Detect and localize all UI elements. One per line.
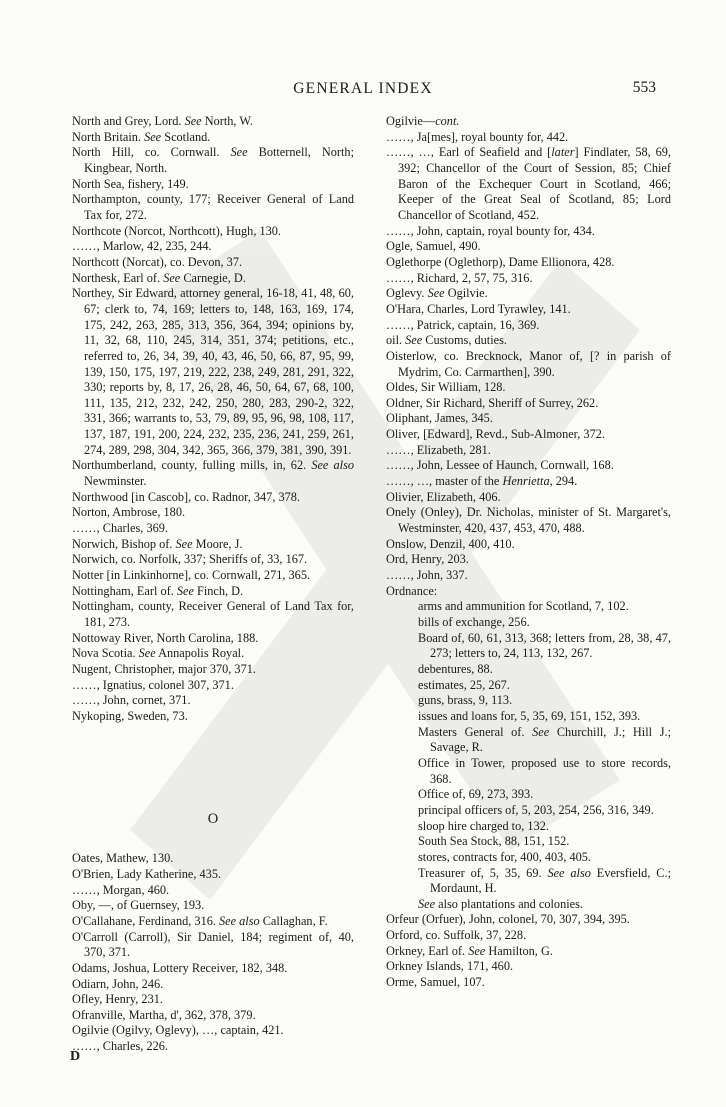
- index-entry: ……, Charles, 369.: [72, 521, 168, 536]
- index-entry: O'Carroll (Carroll), Sir Daniel, 184; regiment of, 40, 370, 371.: [72, 929, 354, 960]
- index-entry: Northumberland, county, fulling mills, in, 62. See also Newminster.: [72, 458, 354, 489]
- index-entry: sloop hire charged to, 132.: [418, 818, 549, 833]
- index-entry: Ofley, Henry, 231.: [72, 992, 163, 1007]
- index-entry: Orme, Samuel, 107.: [386, 975, 485, 990]
- index-entry: Northcote (Norcot, Northcott), Hugh, 130.: [72, 223, 281, 238]
- index-entry: Olivier, Elizabeth, 406.: [386, 489, 501, 504]
- index-entry: Odiarn, John, 246.: [72, 976, 164, 991]
- index-entry: North Britain. See Scotland.: [72, 129, 211, 144]
- index-entry: Ofranville, Martha, d', 362, 378, 379.: [72, 1007, 256, 1022]
- index-entry: Treasurer of, 5, 35, 69. See also Eversfield, C.; Mordaunt, H.: [418, 865, 671, 896]
- index-entry: Norwich, Bishop of. See Moore, J.: [72, 536, 243, 551]
- index-entry: Ordnance:: [386, 583, 438, 598]
- index-entry: ……, John, Lessee of Haunch, Cornwall, 168.: [386, 458, 614, 473]
- index-entry: ……, Ignatius, colonel 307, 371.: [72, 677, 234, 692]
- index-entry: Orkney, Earl of. See Hamilton, G.: [386, 943, 553, 958]
- index-entry: arms and ammunition for Scotland, 7, 102.: [418, 599, 629, 614]
- index-entry: Oglevy. See Ogilvie.: [386, 286, 488, 301]
- index-entry: bills of exchange, 256.: [418, 615, 530, 629]
- index-entry: Orford, co. Suffolk, 37, 228.: [386, 928, 527, 943]
- index-entry: Ogle, Samuel, 490.: [386, 239, 481, 254]
- index-entry: Oldes, Sir William, 128.: [386, 380, 506, 395]
- index-entry: ……, Richard, 2, 57, 75, 316.: [386, 270, 533, 285]
- index-entry: Norton, Ambrose, 180.: [72, 505, 186, 520]
- index-entry: Ogilvie—cont.: [386, 114, 460, 128]
- left-column: [72, 114, 354, 1055]
- index-entry: Ogilvie (Ogilvy, Oglevy), …, captain, 421.: [72, 1023, 284, 1038]
- index-entry: oil. See Customs, duties.: [386, 333, 507, 348]
- index-entry: O'Brien, Lady Katherine, 435.: [72, 866, 222, 881]
- page-number: 553: [632, 79, 656, 96]
- index-entry: Northey, Sir Edward, attorney general, 16-18, 41, 48, 60, 67; clerk to, 74, 169; letters to, 148, 163, 169, 174, 175, 242, 263, 285, 313, 356, 364, 394; opinions by, 11, 32, 68, 110, 245, 314, 351, 374; petitions, etc., referred to, 26, 34, 39, 40, 43, 46, 50, 66, 87, 95, 99, 139, 150, 175, 197, 219, 222, 238, 249, 281, 291, 322, 330; reports by, 8, 17, 26, 28, 46, 50, 64, 67, 68, 100, 111, 135, 212, 232, 242, 250, 280, 283, 290-2, 322, 331, 366; warrants to, 53, 79, 89, 95, 96, 98, 108, 117, 137, 187, 191, 200, 224, 232, 235, 236, 241, 259, 261, 274, 289, 298, 304, 342, 365, 366, 379, 381, 390, 391.: [72, 286, 354, 457]
- index-entry: Nottingham, Earl of. See Finch, D.: [72, 583, 244, 598]
- index-entry: ……, Ja[mes], royal bounty for, 442.: [386, 129, 569, 144]
- index-entry: Onely (Onley), Dr. Nicholas, minister of St. Margaret's, Westminster, 420, 437, 453, 470, 488.: [386, 505, 671, 536]
- index-entry: North Sea, fishery, 149.: [72, 176, 189, 191]
- index-entry: estimates, 25, 267.: [418, 677, 510, 692]
- right-column: [386, 114, 671, 991]
- index-entry: debentures, 88.: [418, 661, 493, 676]
- signature-mark: D: [70, 1049, 81, 1064]
- index-entry: ……, John, captain, royal bounty for, 434.: [386, 223, 595, 238]
- index-entry: Oliphant, James, 345.: [386, 411, 493, 426]
- index-entry: ……, …, Earl of Seafield and [later] Findlater, 58, 69, 392; Chancellor of the Court of Session, 85; Chief Baron of the Exchequer Court in Scotland, 466; Keeper of the Great Seal of Scotland, 85; Lord Chancellor of Scotland, 452.: [386, 145, 671, 222]
- index-entry: Northcott (Norcat), co. Devon, 37.: [72, 254, 243, 269]
- index-entry: Nottoway River, North Carolina, 188.: [72, 630, 259, 645]
- ordnance-subentries: [386, 599, 671, 912]
- index-entries-n: [72, 114, 354, 725]
- index-entry: Oisterlow, co. Brecknock, Manor of, [? in parish of Mydrim, Co. Carmarthen], 390.: [386, 348, 671, 379]
- index-entry: North and Grey, Lord. See North, W.: [72, 114, 253, 128]
- index-entry: Nykoping, Sweden, 73.: [72, 708, 188, 723]
- index-entry: South Sea Stock, 88, 151, 152.: [418, 834, 570, 849]
- section-gap: [72, 725, 354, 808]
- index-entry: Nugent, Christopher, major 370, 371.: [72, 661, 256, 676]
- index-entry: Ord, Henry, 203.: [386, 552, 469, 567]
- index-entries-ogilvie-ordnance: [386, 114, 671, 599]
- index-entry: Office of, 69, 273, 393.: [418, 787, 534, 802]
- index-entry: ……, John, cornet, 371.: [72, 693, 191, 708]
- index-entry: Masters General of. See Churchill, J.; Hill J.; Savage, R.: [418, 724, 671, 755]
- index-entry: Oglethorpe (Oglethorp), Dame Ellionora, 428.: [386, 254, 615, 269]
- running-header-title: GENERAL INDEX: [293, 80, 433, 97]
- index-entry: See also plantations and colonies.: [418, 896, 583, 911]
- index-entry: Norwich, co. Norfolk, 337; Sheriffs of, 33, 167.: [72, 552, 308, 567]
- index-entries-orfeur-orme: [386, 912, 671, 990]
- index-entry: Nottingham, county, Receiver General of Land Tax for, 181, 273.: [72, 599, 354, 629]
- index-entry: ……, John, 337.: [386, 568, 468, 583]
- index-entry: ……, …, master of the Henrietta, 294.: [386, 474, 578, 489]
- index-entry: ……, Patrick, captain, 16, 369.: [386, 317, 540, 332]
- index-entry: ……, Elizabeth, 281.: [386, 442, 491, 457]
- index-entry: Nova Scotia. See Annapolis Royal.: [72, 646, 245, 661]
- index-entry: Oldner, Sir Richard, Sheriff of Surrey, 262.: [386, 395, 599, 410]
- index-entry: Northesk, Earl of. See Carnegie, D.: [72, 270, 246, 285]
- index-entry: ……, Charles, 226.: [72, 1039, 168, 1054]
- index-entry: North Hill, co. Cornwall. See Botternell, North; Kingbear, North.: [72, 145, 354, 175]
- index-entry: Oates, Mathew, 130.: [72, 851, 174, 866]
- index-entry: guns, brass, 9, 113.: [418, 693, 513, 708]
- section-letter-o: O: [207, 810, 219, 827]
- index-entry: Northwood [in Cascob], co. Radnor, 347, 378.: [72, 489, 300, 504]
- index-entry: Office in Tower, proposed use to store records, 368.: [418, 755, 671, 786]
- index-entry: ……, Marlow, 42, 235, 244.: [72, 239, 212, 254]
- index-entries-o: [72, 851, 354, 1055]
- index-entry: Orfeur (Orfuer), John, colonel, 70, 307, 394, 395.: [386, 912, 630, 927]
- index-entry: Oby, —, of Guernsey, 193.: [72, 898, 205, 913]
- index-entry: principal officers of, 5, 203, 254, 256, 316, 349.: [418, 802, 654, 817]
- index-entry: Onslow, Denzil, 400, 410.: [386, 536, 515, 551]
- index-entry: O'Callahane, Ferdinand, 316. See also Callaghan, F.: [72, 913, 328, 928]
- index-entry: ……, Morgan, 460.: [72, 882, 170, 897]
- index-entry: Board of, 60, 61, 313, 368; letters from, 28, 38, 47, 273; letters to, 24, 113, 132, 267.: [418, 630, 671, 661]
- index-entry: Notter [in Linkinhorne], co. Cornwall, 271, 365.: [72, 568, 311, 583]
- index-entry: issues and loans for, 5, 35, 69, 151, 152, 393.: [418, 708, 641, 723]
- index-entry: Northampton, county, 177; Receiver General of Land Tax for, 272.: [72, 192, 354, 222]
- index-entry: Oliver, [Edward], Revd., Sub-Almoner, 372.: [386, 427, 605, 442]
- index-entry: stores, contracts for, 400, 403, 405.: [418, 849, 591, 864]
- index-entry: Orkney Islands, 171, 460.: [386, 959, 514, 974]
- index-entry: Odams, Joshua, Lottery Receiver, 182, 348.: [72, 960, 288, 975]
- index-entry: O'Hara, Charles, Lord Tyrawley, 141.: [386, 301, 571, 316]
